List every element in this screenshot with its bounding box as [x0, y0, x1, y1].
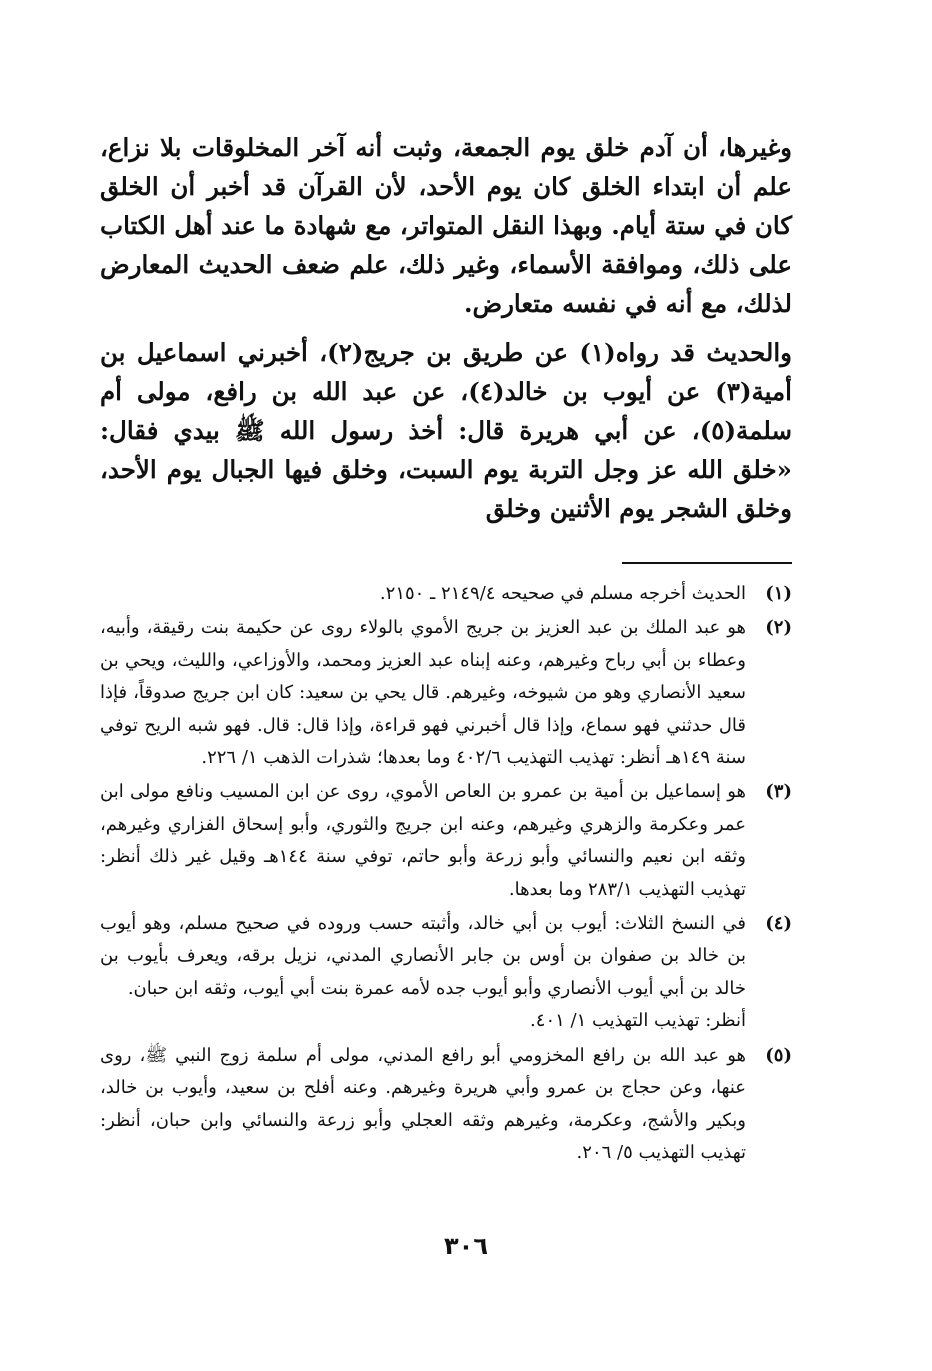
- main-paragraph-2: والحديث قد رواه(١) عن طريق بن جريج(٢)، أخبرني اسماعيل بن أمية(٣) عن أيوب بن خالد(٤)، عن عبد الله بن رافع، مولى أم سلمة(٥)، عن أبي هريرة قال: أخذ رسول الله ﷺ بيدي فقال: «خلق الله عز وجل التربة يوم السبت، وخلق فيها الجبال يوم الأحد، وخلق الشجر يوم الأثنين وخلق: [100, 338, 792, 523]
- footnote-5: [100, 1040, 792, 1170]
- footnote-number: (١): [765, 583, 792, 604]
- book-page: [100, 128, 792, 1171]
- footnote-number: (٤): [765, 913, 792, 935]
- footnote-line: في النسخ الثلاث: أيوب بن أبي خالد، وأثبته حسب وروده في صحيح مسلم، وهو أيوب بن خالد بن صفوان بن أوس بن جابر الأنصاري المدني، نزيل برقه، ويعرف بأيوب بن خالد بن أبي أيوب الأنصاري وأبو أيوب جده لأمه عمرة بنت أبي أيوب، وثقه ابن حبان.: [100, 913, 746, 999]
- footnote-text: [100, 776, 746, 906]
- footnote-line: الحديث أخرجه مسلم في صحيحه ٢١٤٩/٤ ـ ٢١٥٠.: [379, 583, 746, 604]
- footnote-text: [100, 908, 746, 1038]
- footnote-number: (٢): [765, 617, 792, 639]
- footnote-4: [100, 908, 792, 1038]
- footnote-1: [100, 578, 792, 610]
- footnote-3: [100, 776, 792, 906]
- main-text: [100, 128, 792, 528]
- main-paragraph-1: وغيرها، أن آدم خلق يوم الجمعة، وثبت أنه آخر المخلوقات بلا نزاع، علم أن ابتداء الخلق كان يوم الأحد، لأن القرآن قد أخبر أن الخلق كان في ستة أيام. وبهذا النقل المتواتر، مع شهادة ما عند أهل الكتاب على ذلك، وموافقة الأسماء، وغير ذلك، علم ضعف الحديث المعارض لذلك، مع أنه في نفسه متعارض.: [100, 133, 792, 318]
- footnotes: [100, 578, 792, 1169]
- footnote-2: [100, 612, 792, 774]
- footnote-number: (٥): [765, 1044, 792, 1066]
- footnote-line: هو عبد الله بن رافع المخزومي أبو رافع المدني، مولى أم سلمة زوج النبي ﷺ، روى عنها، وعن حجاج بن عمرو وأبي هريرة وغيرهم. وعنه أفلح بن سعيد، وأيوب بن خالد، وبكير والأشج، وعكرمة، وغيرهم وثقه العجلي وأبو زرعة والنسائي وابن حبان، أنظر: تهذيب التهذيب ٥/ ٢٠٦.: [100, 1044, 746, 1163]
- footnote-line: أنظر: تهذيب التهذيب ١/ ٤٠١.: [530, 1010, 746, 1032]
- footnote-line: هو عبد الملك بن عبد العزيز بن جريج الأموي بالولاء روى عن حكيمة بنت رقيقة، وأبيه، وعطاء بن أبي رباح وغيرهم، وعنه إبناه عبد العزيز ومحمد، والأوزاعي، والليث، ويحي بن سعيد الأنصاري وهو من شيوخه، وغيرهم. قال يحي بن سعيد: كان ابن جريج صدوقاً، فإذا قال حدثني فهو سماع، وإذا قال أخبرني فهو قراءة، وإذا قال: قال. فهو شبه الريح توفي سنة ١٤٩هـ أنظر: تهذيب التهذيب ٤٠٢/٦ وما بعدها؛ شذرات الذهب ١/ ٢٢٦.: [100, 617, 746, 769]
- footnote-number: (٣): [765, 781, 792, 803]
- footnote-text: [100, 612, 746, 774]
- footnote-separator: [622, 562, 792, 564]
- page-number: ٣٠٦: [444, 1232, 488, 1260]
- footnote-line: هو إسماعيل بن أمية بن عمرو بن العاص الأموي، روى عن ابن المسيب ونافع مولى ابن عمر وعكرمة والزهري وغيرهم، وعنه ابن جريج والثوري، وأبو إسحاق الفزاري وغيرهم، وثقه ابن نعيم والنسائي وأبو زرعة وأبو حاتم، توفي سنة ١٤٤هـ وقيل غير ذلك أنظر: تهذيب التهذيب ٢٨٣/١ وما بعدها.: [100, 781, 746, 900]
- footnote-separator-wrap: [100, 546, 792, 564]
- footnote-text: [100, 578, 746, 610]
- footnote-text: [100, 1040, 746, 1170]
